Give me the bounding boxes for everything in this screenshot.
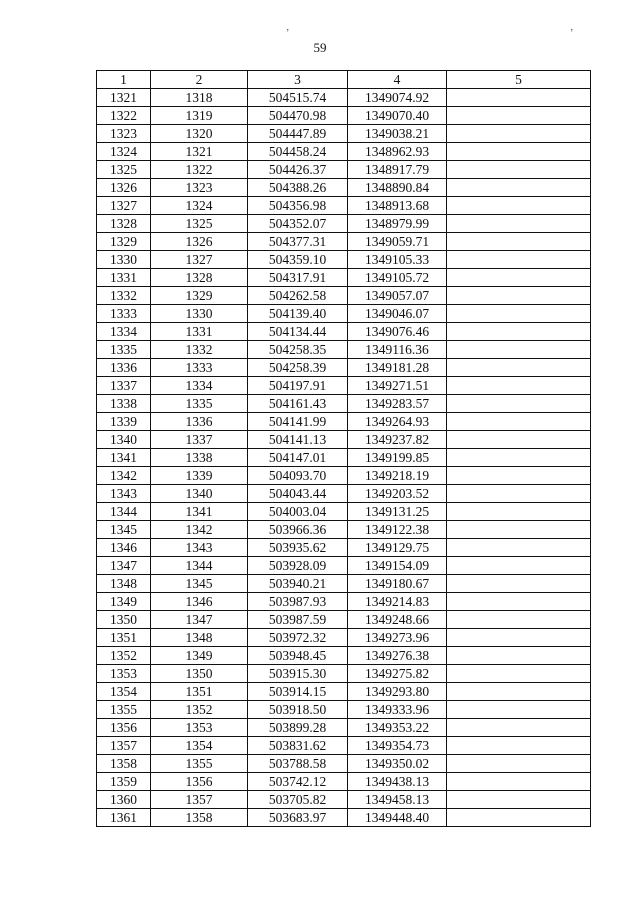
table-row: [97, 557, 591, 575]
table-cell: 1349057.07: [348, 287, 447, 305]
table-cell: [447, 323, 591, 341]
table-cell: 1342: [151, 521, 248, 539]
table-cell: 1349276.38: [348, 647, 447, 665]
table-cell: 503918.50: [248, 701, 348, 719]
table-cell: 503705.82: [248, 791, 348, 809]
table-cell: 1349350.02: [348, 755, 447, 773]
table-cell: [447, 413, 591, 431]
table-cell: [447, 215, 591, 233]
table-cell: 1350: [151, 665, 248, 683]
table-cell: 1343: [97, 485, 151, 503]
table-cell: 1325: [151, 215, 248, 233]
table-cell: 1349105.72: [348, 269, 447, 287]
table-row: [97, 107, 591, 125]
table-cell: [447, 701, 591, 719]
table-cell: 1349218.19: [348, 467, 447, 485]
table-cell: 1358: [151, 809, 248, 827]
table-cell: [447, 629, 591, 647]
table-cell: [447, 467, 591, 485]
table-row: [97, 809, 591, 827]
table-cell: 1329: [97, 233, 151, 251]
table-cell: [447, 107, 591, 125]
table-cell: 1349180.67: [348, 575, 447, 593]
table-cell: 1321: [151, 143, 248, 161]
table-row: [97, 251, 591, 269]
table-cell: 1339: [151, 467, 248, 485]
table-cell: 1349046.07: [348, 305, 447, 323]
table-cell: 503914.15: [248, 683, 348, 701]
table-cell: 1328: [151, 269, 248, 287]
table-cell: 1337: [151, 431, 248, 449]
table-cell: 1348917.79: [348, 161, 447, 179]
table-cell: 1357: [151, 791, 248, 809]
table-cell: [447, 233, 591, 251]
table-cell: 1340: [97, 431, 151, 449]
table-cell: 1349333.96: [348, 701, 447, 719]
table-cell: 1334: [97, 323, 151, 341]
table-row: [97, 755, 591, 773]
table-cell: 1349273.96: [348, 629, 447, 647]
table-cell: 1318: [151, 89, 248, 107]
table-row: [97, 539, 591, 557]
table-row: [97, 89, 591, 107]
table-cell: 503928.09: [248, 557, 348, 575]
table-cell: [447, 305, 591, 323]
table-cell: 1359: [97, 773, 151, 791]
table-cell: 1349293.80: [348, 683, 447, 701]
table-cell: 1337: [97, 377, 151, 395]
table-cell: 1351: [97, 629, 151, 647]
table-cell: 1349353.22: [348, 719, 447, 737]
table-cell: 1342: [97, 467, 151, 485]
table-cell: 1349458.13: [348, 791, 447, 809]
table-cell: 1348: [151, 629, 248, 647]
table-cell: 1349074.92: [348, 89, 447, 107]
table-cell: [447, 125, 591, 143]
table-cell: 1331: [97, 269, 151, 287]
table-cell: 1348913.68: [348, 197, 447, 215]
table-cell: 1348890.84: [348, 179, 447, 197]
table-cell: 504147.01: [248, 449, 348, 467]
table-cell: 1353: [151, 719, 248, 737]
table-cell: 1340: [151, 485, 248, 503]
table-cell: 1349070.40: [348, 107, 447, 125]
table-cell: 504043.44: [248, 485, 348, 503]
table-cell: 1329: [151, 287, 248, 305]
table-cell: 1347: [97, 557, 151, 575]
table-cell: 1347: [151, 611, 248, 629]
table-cell: 1354: [97, 683, 151, 701]
table-cell: 1349076.46: [348, 323, 447, 341]
table-cell: 503742.12: [248, 773, 348, 791]
column-header-2: 2: [151, 71, 248, 89]
table-cell: 1349122.38: [348, 521, 447, 539]
table-cell: 1330: [97, 251, 151, 269]
table-cell: [447, 287, 591, 305]
table-cell: 1353: [97, 665, 151, 683]
table-cell: 1349181.28: [348, 359, 447, 377]
table-cell: [447, 269, 591, 287]
table-cell: 1324: [97, 143, 151, 161]
table-row: [97, 179, 591, 197]
table-cell: 1323: [97, 125, 151, 143]
table-row: [97, 665, 591, 683]
table-cell: 503683.97: [248, 809, 348, 827]
table-cell: 1354: [151, 737, 248, 755]
table-row: [97, 125, 591, 143]
table-row: [97, 305, 591, 323]
table-body: [97, 89, 591, 827]
table-cell: 504258.35: [248, 341, 348, 359]
table-cell: 1328: [97, 215, 151, 233]
table-cell: 504141.99: [248, 413, 348, 431]
table-cell: 1349264.93: [348, 413, 447, 431]
table-cell: 1349059.71: [348, 233, 447, 251]
table-cell: 1349248.66: [348, 611, 447, 629]
table-cell: 1344: [97, 503, 151, 521]
table-row: [97, 773, 591, 791]
table-cell: 1349199.85: [348, 449, 447, 467]
table-row: [97, 503, 591, 521]
table-cell: 504161.43: [248, 395, 348, 413]
table-cell: 1321: [97, 89, 151, 107]
coordinates-table: [96, 70, 591, 827]
table-cell: 1358: [97, 755, 151, 773]
table-cell: [447, 503, 591, 521]
table-cell: [447, 251, 591, 269]
table-row: [97, 467, 591, 485]
table-cell: [447, 773, 591, 791]
table-cell: 1327: [151, 251, 248, 269]
table-cell: [447, 377, 591, 395]
table-row: [97, 143, 591, 161]
table-row: [97, 719, 591, 737]
table-row: [97, 233, 591, 251]
table-cell: 503940.21: [248, 575, 348, 593]
table-cell: 504258.39: [248, 359, 348, 377]
table-cell: 503899.28: [248, 719, 348, 737]
table-cell: 1349203.52: [348, 485, 447, 503]
table-cell: 1343: [151, 539, 248, 557]
table-cell: [447, 395, 591, 413]
table-cell: [447, 341, 591, 359]
table-cell: 504352.07: [248, 215, 348, 233]
table-cell: [447, 179, 591, 197]
table-cell: [447, 539, 591, 557]
table-cell: 504197.91: [248, 377, 348, 395]
table-cell: [447, 359, 591, 377]
table-header-row: [97, 71, 591, 89]
table-cell: 1325: [97, 161, 151, 179]
table-cell: 1336: [151, 413, 248, 431]
table-cell: [447, 575, 591, 593]
table-row: [97, 377, 591, 395]
table-cell: 1341: [151, 503, 248, 521]
table-cell: 1323: [151, 179, 248, 197]
table-cell: 504139.40: [248, 305, 348, 323]
table-cell: 1349131.25: [348, 503, 447, 521]
table-cell: 1355: [97, 701, 151, 719]
table-cell: 1348962.93: [348, 143, 447, 161]
table-cell: [447, 791, 591, 809]
table-row: [97, 341, 591, 359]
table-cell: 504458.24: [248, 143, 348, 161]
table-cell: [447, 683, 591, 701]
table-cell: [447, 755, 591, 773]
table-cell: [447, 593, 591, 611]
table-cell: [447, 809, 591, 827]
table-cell: 503915.30: [248, 665, 348, 683]
table-cell: 1360: [97, 791, 151, 809]
table-cell: 1349105.33: [348, 251, 447, 269]
table-cell: [447, 737, 591, 755]
table-row: [97, 575, 591, 593]
table-row: [97, 413, 591, 431]
table-row: [97, 215, 591, 233]
table-cell: 1331: [151, 323, 248, 341]
table-cell: 503987.93: [248, 593, 348, 611]
table-cell: 1320: [151, 125, 248, 143]
table-cell: 1352: [97, 647, 151, 665]
table-cell: 1349271.51: [348, 377, 447, 395]
column-header-4: 4: [348, 71, 447, 89]
table-row: [97, 449, 591, 467]
table-cell: 1333: [97, 305, 151, 323]
table-cell: 1352: [151, 701, 248, 719]
table-cell: 1349116.36: [348, 341, 447, 359]
table-cell: [447, 647, 591, 665]
table-cell: 1327: [97, 197, 151, 215]
table-cell: 1332: [151, 341, 248, 359]
table-row: [97, 683, 591, 701]
table-cell: [447, 431, 591, 449]
table-cell: 1338: [97, 395, 151, 413]
table-row: [97, 701, 591, 719]
page-number: 59: [313, 40, 327, 55]
table-row: [97, 323, 591, 341]
table-cell: 1322: [151, 161, 248, 179]
table-cell: 1334: [151, 377, 248, 395]
table-cell: 504317.91: [248, 269, 348, 287]
column-header-5: 5: [447, 71, 591, 89]
table-cell: 1348979.99: [348, 215, 447, 233]
table-cell: 1346: [97, 539, 151, 557]
table-cell: 1322: [97, 107, 151, 125]
table-row: [97, 791, 591, 809]
table-cell: 1326: [151, 233, 248, 251]
table-row: [97, 197, 591, 215]
table-cell: 1338: [151, 449, 248, 467]
table-cell: [447, 485, 591, 503]
table-cell: [447, 161, 591, 179]
table-cell: 1349129.75: [348, 539, 447, 557]
table-cell: 1357: [97, 737, 151, 755]
table-cell: 1330: [151, 305, 248, 323]
table-cell: 504470.98: [248, 107, 348, 125]
table-cell: 504141.13: [248, 431, 348, 449]
table-cell: 503972.32: [248, 629, 348, 647]
table-cell: [447, 449, 591, 467]
table-cell: [447, 521, 591, 539]
table-cell: 504356.98: [248, 197, 348, 215]
table-cell: 1346: [151, 593, 248, 611]
table-cell: 1324: [151, 197, 248, 215]
table-cell: 1349038.21: [348, 125, 447, 143]
table-row: [97, 359, 591, 377]
table-cell: 1349438.13: [348, 773, 447, 791]
table-cell: 1351: [151, 683, 248, 701]
table-row: [97, 431, 591, 449]
table-cell: 504377.31: [248, 233, 348, 251]
table-cell: 1345: [151, 575, 248, 593]
table-cell: [447, 719, 591, 737]
table-cell: [447, 197, 591, 215]
table-cell: 1356: [97, 719, 151, 737]
table-row: [97, 395, 591, 413]
table-cell: 1344: [151, 557, 248, 575]
table-cell: [447, 665, 591, 683]
table-cell: 503966.36: [248, 521, 348, 539]
table-cell: 503831.62: [248, 737, 348, 755]
table-cell: 1348: [97, 575, 151, 593]
table-cell: 1349283.57: [348, 395, 447, 413]
table-cell: 1345: [97, 521, 151, 539]
table-row: [97, 269, 591, 287]
table-cell: 504426.37: [248, 161, 348, 179]
table-cell: 504447.89: [248, 125, 348, 143]
table-cell: 1361: [97, 809, 151, 827]
table-row: [97, 611, 591, 629]
table-row: [97, 647, 591, 665]
scan-mark-left: ’: [286, 28, 290, 39]
table-cell: [447, 611, 591, 629]
table-cell: 1349: [97, 593, 151, 611]
table-cell: 1335: [97, 341, 151, 359]
table-cell: [447, 143, 591, 161]
table-cell: 503935.62: [248, 539, 348, 557]
table-row: [97, 737, 591, 755]
table-row: [97, 593, 591, 611]
table-cell: 504359.10: [248, 251, 348, 269]
table-cell: 1349448.40: [348, 809, 447, 827]
table-cell: 504262.58: [248, 287, 348, 305]
table-cell: 1326: [97, 179, 151, 197]
column-header-3: 3: [248, 71, 348, 89]
table-row: [97, 629, 591, 647]
table-cell: 504003.04: [248, 503, 348, 521]
table-cell: 503987.59: [248, 611, 348, 629]
table-cell: 504515.74: [248, 89, 348, 107]
table-cell: 1339: [97, 413, 151, 431]
table-cell: 1335: [151, 395, 248, 413]
table-cell: 1350: [97, 611, 151, 629]
table-cell: [447, 89, 591, 107]
table-cell: 1349275.82: [348, 665, 447, 683]
table-cell: 1336: [97, 359, 151, 377]
table-cell: 503948.45: [248, 647, 348, 665]
column-header-1: 1: [97, 71, 151, 89]
table-cell: 504093.70: [248, 467, 348, 485]
table-cell: 1332: [97, 287, 151, 305]
table-cell: 1319: [151, 107, 248, 125]
table-cell: 504134.44: [248, 323, 348, 341]
scan-mark-right: ’: [570, 28, 574, 39]
table-row: [97, 521, 591, 539]
table-cell: 1356: [151, 773, 248, 791]
table-row: [97, 485, 591, 503]
table-cell: 503788.58: [248, 755, 348, 773]
table-cell: 1349237.82: [348, 431, 447, 449]
table-cell: 1355: [151, 755, 248, 773]
table-cell: 504388.26: [248, 179, 348, 197]
table-cell: 1341: [97, 449, 151, 467]
table-row: [97, 161, 591, 179]
table-row: [97, 287, 591, 305]
table-cell: 1333: [151, 359, 248, 377]
table-cell: 1349214.83: [348, 593, 447, 611]
table-cell: [447, 557, 591, 575]
table-cell: 1349154.09: [348, 557, 447, 575]
table-cell: 1349: [151, 647, 248, 665]
table-cell: 1349354.73: [348, 737, 447, 755]
